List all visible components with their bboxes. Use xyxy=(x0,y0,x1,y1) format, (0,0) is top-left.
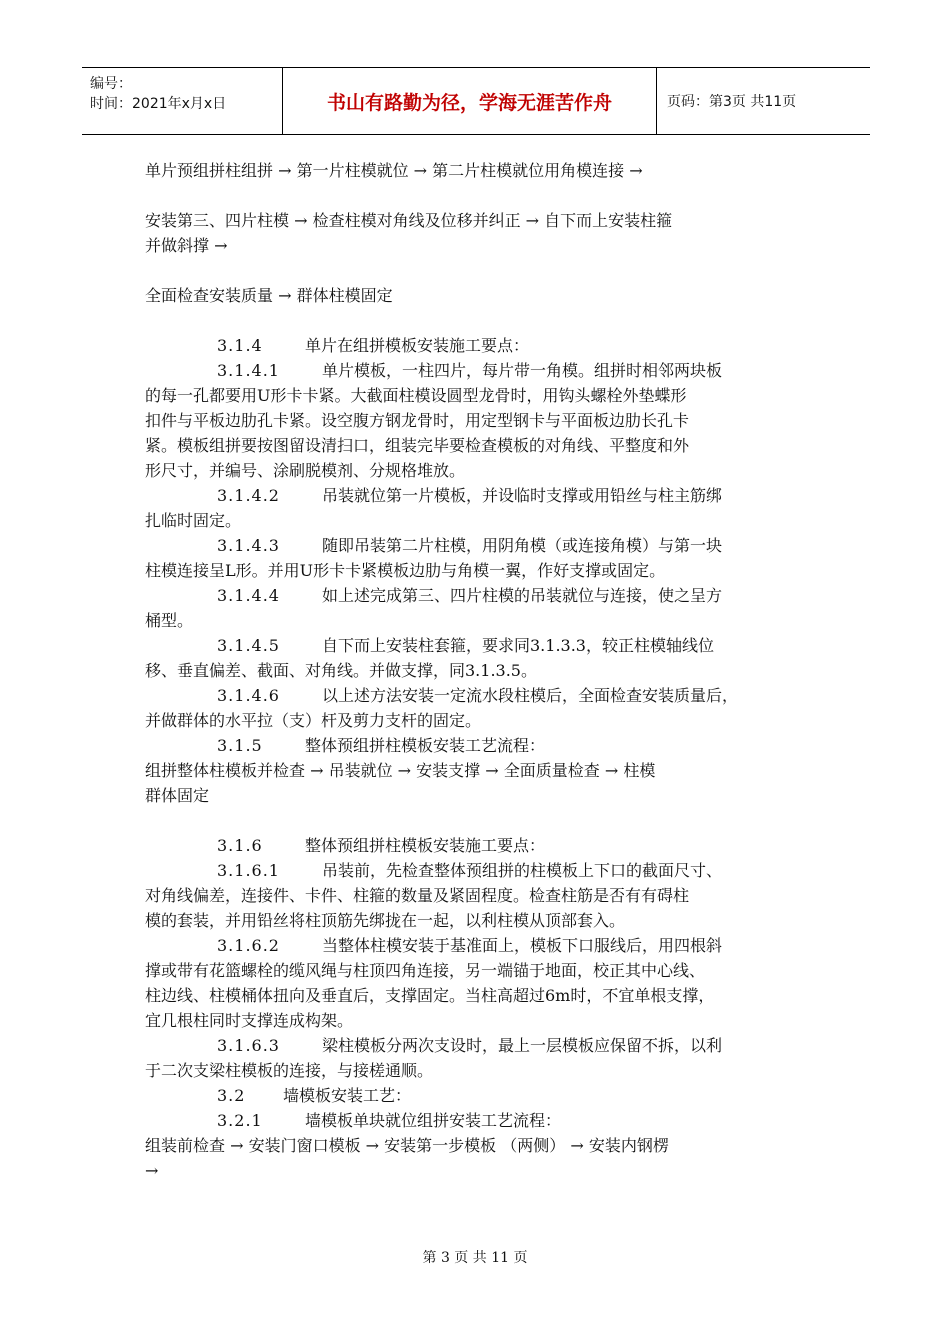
header-meta xyxy=(82,68,283,134)
flow-line: 群体固定 xyxy=(145,786,210,805)
section-number: 3.1.4 xyxy=(217,336,263,355)
paragraph xyxy=(145,1033,817,1058)
section-title: 墙模板安装工艺： xyxy=(283,1086,412,1105)
paragraph xyxy=(145,358,817,383)
paragraph-line: 撑或带有花篮螺栓的缆风绳与柱顶四角连接，另一端锚于地面，校正其中心线、 xyxy=(145,961,706,980)
paragraph xyxy=(145,933,817,958)
section-number: 3.1.4.2 xyxy=(217,486,280,505)
section-title: 墙模板单块就位组拼安装工艺流程： xyxy=(305,1111,562,1130)
paragraph-line: 柱模连接呈L形。并用U形卡卡紧模板边肋与角模一翼，作好支撑或固定。 xyxy=(145,561,666,580)
header-motto: 书山有路勤为径，学海无涯苦作舟 xyxy=(283,68,657,134)
section-heading xyxy=(145,833,817,858)
paragraph xyxy=(145,633,817,658)
paragraph-line: 桶型。 xyxy=(145,611,194,630)
flow-line: → xyxy=(145,1161,159,1180)
section-heading xyxy=(145,1108,817,1133)
paragraph-text: 吊装就位第一片模板，并设临时支撑或用铅丝与柱主筋绑 xyxy=(322,486,723,505)
page-header xyxy=(82,67,870,135)
section-title: 单片在组拼模板安装施工要点： xyxy=(305,336,530,355)
paragraph-line: 紧。模板组拼要按图留设清扫口，组装完毕要检查模板的对角线、平整度和外 xyxy=(145,436,690,455)
paragraph xyxy=(145,583,817,608)
section-number: 3.1.5 xyxy=(217,736,263,755)
document-body xyxy=(145,158,817,1183)
paragraph-line: 于二次支梁柱模板的连接，与接槎通顺。 xyxy=(145,1061,434,1080)
flow-line: 全面检查安装质量 → 群体柱模固定 xyxy=(145,286,393,305)
flow-line: 安装第三、四片柱模 → 检查柱模对角线及位移并纠正 → 自下而上安装柱箍 xyxy=(145,211,673,230)
paragraph-text: 自下而上安装柱套箍，要求同3.1.3.3，较正柱模轴线位 xyxy=(322,636,714,655)
paragraph-line: 并做群体的水平拉（支）杆及剪力支杆的固定。 xyxy=(145,711,482,730)
flow-line: 单片预组拼柱组拼 → 第一片柱模就位 → 第二片柱模就位用角模连接 → xyxy=(145,161,643,180)
flow-line: 组拼整体柱模板并检查 → 吊装就位 → 安装支撑 → 全面质量检查 → 柱模 xyxy=(145,761,656,780)
paragraph-text: 梁柱模板分两次支设时，最上一层模板应保留不拆，以利 xyxy=(322,1036,723,1055)
section-heading xyxy=(145,1083,817,1108)
header-page-info: 页码：第3页 共11页 xyxy=(667,94,797,110)
section-title: 整体预组拼柱模板安装工艺流程： xyxy=(305,736,546,755)
paragraph-line: 扎临时固定。 xyxy=(145,511,242,530)
paragraph xyxy=(145,683,817,708)
paragraph-text: 吊装前，先检查整体预组拼的柱模板上下口的截面尺寸、 xyxy=(322,861,723,880)
section-number: 3.1.4.3 xyxy=(217,536,280,555)
section-title: 整体预组拼柱模板安装施工要点： xyxy=(305,836,546,855)
paragraph-text: 以上述方法安装一定流水段柱模后，全面检查安装质量后， xyxy=(322,686,739,705)
paragraph-text: 随即吊装第二片柱模，用阴角模（或连接角模）与第一块 xyxy=(322,536,723,555)
section-number: 3.1.6.1 xyxy=(217,861,280,880)
section-heading xyxy=(145,333,817,358)
paragraph-line: 移、垂直偏差、截面、对角线。并做支撑，同3.1.3.5。 xyxy=(145,661,537,680)
paragraph-line: 宜几根柱同时支撑连成构架。 xyxy=(145,1011,354,1030)
section-number: 3.1.6.2 xyxy=(217,936,280,955)
paragraph-line: 扣件与平板边肋孔卡紧。设空腹方钢龙骨时，用定型钢卡与平面板边肋长孔卡 xyxy=(145,411,690,430)
section-number: 3.1.4.6 xyxy=(217,686,280,705)
section-heading xyxy=(145,733,817,758)
page-footer: 第 3 页 共 11 页 xyxy=(422,1250,528,1266)
paragraph-line: 模的套装，并用铅丝将柱顶筋先绑拢在一起，以利柱模从顶部套入。 xyxy=(145,911,626,930)
paragraph-line: 的每一孔都要用U形卡卡紧。大截面柱模设圆型龙骨时，用钩头螺栓外垫蝶形 xyxy=(145,386,687,405)
paragraph xyxy=(145,533,817,558)
paragraph-line: 形尺寸，并编号、涂刷脱模剂、分规格堆放。 xyxy=(145,461,466,480)
paragraph-text: 单片模板，一柱四片，每片带一角模。组拼时相邻两块板 xyxy=(322,361,723,380)
section-number: 3.1.4.4 xyxy=(217,586,280,605)
flow-line: 组装前检查 → 安装门窗口模板 → 安装第一步模板 （两侧） → 安装内钢楞 xyxy=(145,1136,669,1155)
section-number: 3.2 xyxy=(217,1086,246,1105)
section-number: 3.1.4.1 xyxy=(217,361,280,380)
paragraph-text: 如上述完成第三、四片柱模的吊装就位与连接，使之呈方 xyxy=(322,586,723,605)
section-number: 3.1.4.5 xyxy=(217,636,280,655)
paragraph xyxy=(145,858,817,883)
paragraph xyxy=(145,483,817,508)
code-label: 编号： xyxy=(90,76,132,92)
section-number: 3.1.6.3 xyxy=(217,1036,280,1055)
section-number: 3.2.1 xyxy=(217,1111,263,1130)
section-number: 3.1.6 xyxy=(217,836,263,855)
flow-line: 并做斜撑 → xyxy=(145,236,228,255)
paragraph-line: 对角线偏差，连接件、卡件、柱箍的数量及紧固程度。检查柱筋是否有有碍柱 xyxy=(145,886,690,905)
paragraph-text: 当整体柱模安装于基准面上，模板下口服线后，用四根斜 xyxy=(322,936,723,955)
paragraph-line: 柱边线、柱模桶体扭向及垂直后，支撑固定。当柱高超过6m时，不宜单根支撑， xyxy=(145,986,715,1005)
date-label: 时间：2021年x月x日 xyxy=(90,96,227,112)
